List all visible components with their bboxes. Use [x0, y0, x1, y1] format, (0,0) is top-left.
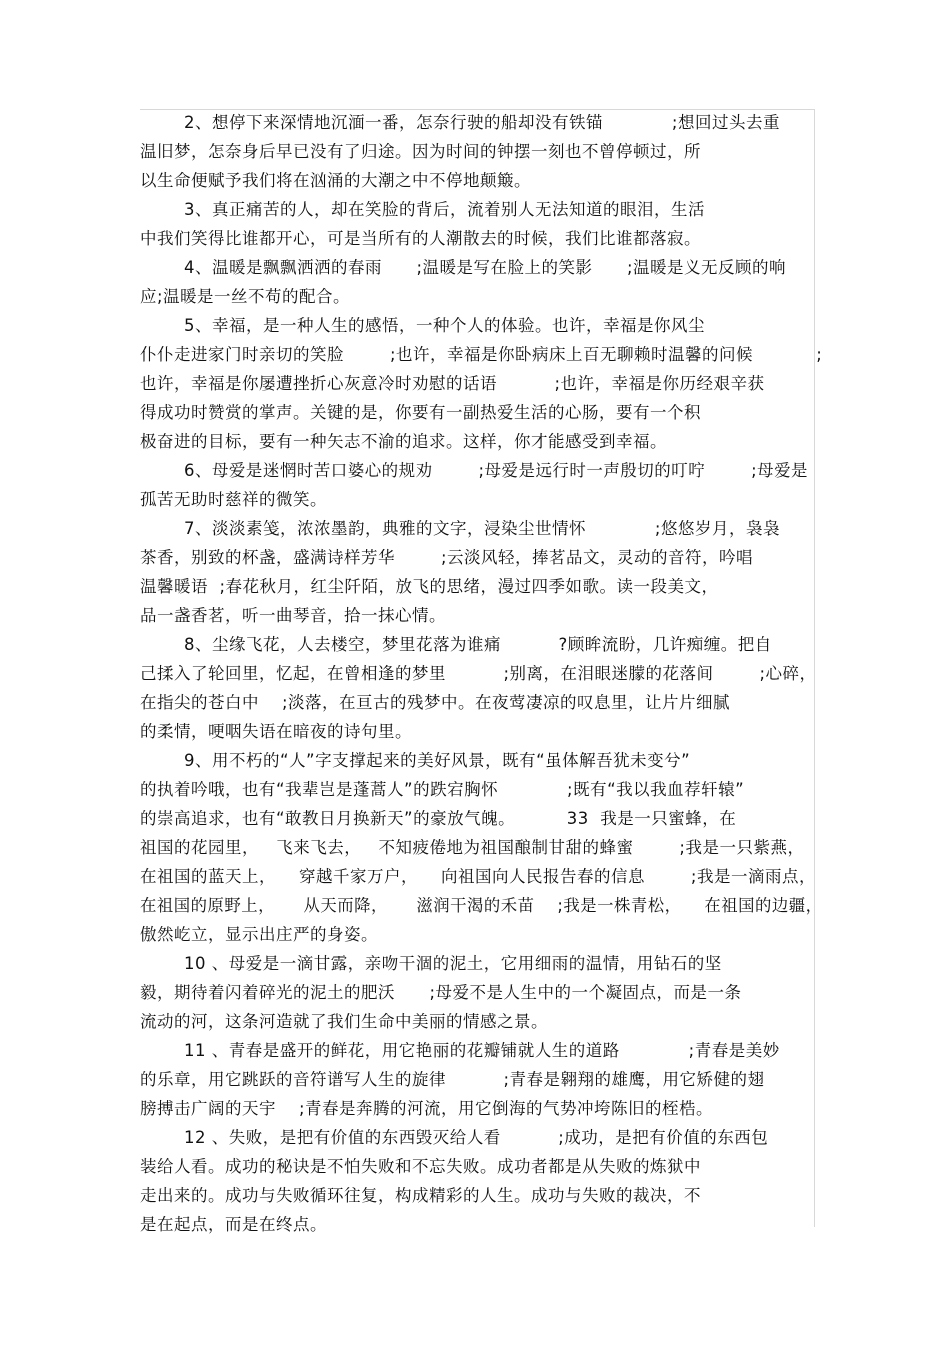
- paragraph-line: 流动的河，这条河造就了我们生命中美丽的情感之景。: [140, 1012, 548, 1031]
- paragraph-line: 仆仆走进家门时亲切的笑脸 ;也许，幸福是你卧病床上百无聊赖时温馨的问候 ;: [140, 345, 823, 364]
- paragraph-first-line: 2、想停下来深情地沉湎一番，怎奈行驶的船却没有铁锚 ;想回过头去重: [184, 113, 780, 132]
- paragraph-first-line: 11 、青春是盛开的鲜花，用它艳丽的花瓣铺就人生的道路 ;青春是美妙: [184, 1041, 780, 1060]
- paragraph-line: 的崇高追求，也有“敢教日月换新天”的豪放气魄。 33 我是一只蜜蜂，在: [140, 809, 737, 828]
- paragraph-line: 以生命便赋予我们将在汹涌的大潮之中不停地颠簸。: [140, 171, 531, 190]
- paragraph-line: 在祖国的蓝天上， 穿越千家万户， 向祖国向人民报告春的信息 ;我是一滴雨点，: [140, 867, 816, 886]
- paragraph-line: 温馨暖语 ;春花秋月，红尘阡陌，放飞的思绪，漫过四季如歌。读一段美文，: [140, 577, 719, 596]
- paragraph-line: 也许，幸福是你屡遭挫折心灰意冷时劝慰的话语 ;也许，幸福是你历经艰辛获: [140, 374, 765, 393]
- paragraph-line: 在指尖的苍白中 ;淡落，在亘古的残梦中。在夜莺凄凉的叹息里，让片片细腻: [140, 693, 731, 712]
- paragraph-line: 的执着吟哦，也有“我辈岂是蓬蒿人”的跌宕胸怀 ;既有“我以我血荐轩辕”: [140, 780, 745, 799]
- paragraph-line: 孤苦无助时慈祥的微笑。: [140, 490, 327, 509]
- paragraph-line: 的乐章，用它跳跃的音符谱写人生的旋律 ;青春是翱翔的雄鹰，用它矫健的翅: [140, 1070, 765, 1089]
- paragraph-line: 毅，期待着闪着碎光的泥土的肥沃 ;母爱不是人生中的一个凝固点，而是一条: [140, 983, 742, 1002]
- paragraph-first-line: 4、温暖是飘飘洒洒的春雨 ;温暖是写在脸上的笑影 ;温暖是义无反顾的响: [184, 258, 787, 277]
- paragraph-line: 得成功时赞赏的掌声。关键的是，你要有一副热爱生活的心肠，要有一个积: [140, 403, 701, 422]
- paragraph-first-line: 9、用不朽的“人”字支撑起来的美好风景，既有“虽体解吾犹未变兮”: [184, 751, 691, 770]
- page-frame-top-border: [140, 109, 815, 110]
- paragraph-first-line: 7、淡淡素笺，浓浓墨韵，典雅的文字，浸染尘世情怀 ;悠悠岁月，袅袅: [184, 519, 780, 538]
- paragraph-line: 极奋进的目标，要有一种矢志不渝的追求。这样，你才能感受到幸福。: [140, 432, 667, 451]
- paragraph-first-line: 12 、失败，是把有价值的东西毁灭给人看 ;成功，是把有价值的东西包: [184, 1128, 769, 1147]
- paragraph-first-line: 5、幸福，是一种人生的感悟，一种个人的体验。也许，幸福是你风尘: [184, 316, 705, 335]
- paragraph-line: 品一盏香茗，听一曲琴音，拾一抹心情。: [140, 606, 446, 625]
- paragraph-line: 走出来的。成功与失败循环往复，构成精彩的人生。成功与失败的裁决，不: [140, 1186, 701, 1205]
- paragraph-first-line: 10 、母爱是一滴甘露，亲吻干涸的泥土，它用细雨的温情，用钻石的坚: [184, 954, 722, 973]
- paragraph-first-line: 6、母爱是迷惘时苦口婆心的规劝 ;母爱是远行时一声殷切的叮咛 ;母爱是: [184, 461, 809, 480]
- paragraph-line: 膀搏击广阔的天宇 ;青春是奔腾的河流，用它倒海的气势冲垮陈旧的桎梏。: [140, 1099, 714, 1118]
- paragraph-line: 傲然屹立，显示出庄严的身姿。: [140, 925, 378, 944]
- paragraph-first-line: 3、真正痛苦的人，却在笑脸的背后，流着别人无法知道的眼泪，生活: [184, 200, 705, 219]
- paragraph-line: 茶香，别致的杯盏，盛满诗样芳华 ;云淡风轻，捧茗品文，灵动的音符，吟唱: [140, 548, 754, 567]
- paragraph-line: 装给人看。成功的秘诀是不怕失败和不忘失败。成功者都是从失败的炼狱中: [140, 1157, 701, 1176]
- paragraph-line: 温旧梦，怎奈身后早已没有了归途。因为时间的钟摆一刻也不曾停顿过，所: [140, 142, 701, 161]
- paragraph-first-line: 8、尘缘飞花，人去楼空，梦里花落为谁痛 ?顾眸流盼，几许痴缠。把自: [184, 635, 772, 654]
- paragraph-line: 应;温暖是一丝不苟的配合。: [140, 287, 351, 306]
- paragraph-line: 祖国的花园里， 飞来飞去， 不知疲倦地为祖国酿制甘甜的蜂蜜 ;我是一只紫燕，: [140, 838, 805, 857]
- paragraph-line: 是在起点，而是在终点。: [140, 1215, 327, 1234]
- paragraph-line: 己揉入了轮回里，忆起，在曾相逢的梦里 ;别离，在泪眼迷朦的花落间 ;心碎，: [140, 664, 817, 683]
- paragraph-line: 在祖国的原野上， 从天而降， 滋润干渴的禾苗 ;我是一株青松， 在祖国的边疆，: [140, 896, 823, 915]
- paragraph-line: 的柔情，哽咽失语在暗夜的诗句里。: [140, 722, 412, 741]
- paragraph-line: 中我们笑得比谁都开心，可是当所有的人潮散去的时候，我们比谁都落寂。: [140, 229, 701, 248]
